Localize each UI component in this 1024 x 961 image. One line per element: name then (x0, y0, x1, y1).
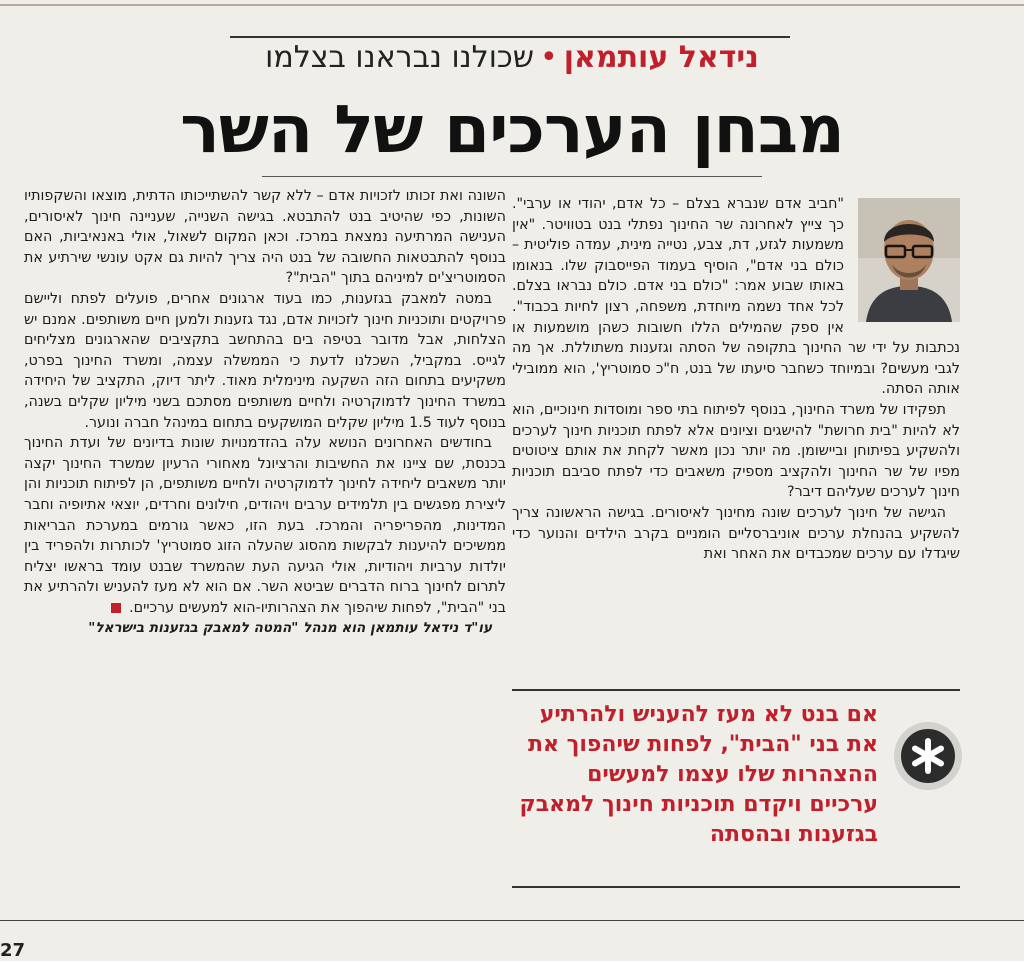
article-paragraph: הגישה של חינוך לערכים שונה מחינוך לאיסורים. בגישה הראשונה צריך להשקיע בהנחלת ערכים אוניברסליים הומניים בקרב הילדים והנוער כדי שיגדלו עם ערכים שמכבדים את האחר ואת (512, 504, 960, 563)
pullquote: אם בנט לא מעז להעניש ולהרתיע את בני "הבית", לפחות שיהפוך את ההצהרות שלו עצמו למעשים ערכיים ויקדם תוכניות חינוך למאבק בגזענות ובהסתה (519, 702, 878, 847)
bottom-rule (0, 920, 1024, 921)
column-kicker (0, 38, 1024, 78)
article-paragraph: תפקידו של משרד החינוך, בנוסף לפיתוח בתי ספר ומוסדות חינוכיים, הוא לא להיות "בית חרושת" להישגים וציונים אלא לפתח תוכניות חינוך לערכים ולהשקיע בפיתוחן וביישומן. מה יותר נכון מאשר לקחת את אותם ציטוטים מפיו של שר החינוך ולהקציב מספיק משאבים כדי לפתח סביבם תוכניות חינוך לערכים שעליהם דיבר? (512, 401, 960, 501)
article-paragraph (24, 433, 506, 618)
article-paragraph-text: בחודשים האחרונים הנושא עלה בהזדמנויות שונות בדיונים של ועדת החינוך בכנסת, שם ציינו את החשיבות והרציונל מאחורי הרעיון שמשרד החינוך יקצה יותר משאבים ליחידה לחינוך לדמוקרטיה ולחיים משותפים, הן לפיתוח תוכניות והן ליצירת מפגשים בין תלמידים ערבים ויהודים, חילונים וחרדים, יוצאי אתיופיה וחבר המדינות, מהפריפריה והמרכז. בעת הזו, כאשר גורמים במערכת הבריאות ממשיכים להיענות לבקשות מהסוג שהעלה הזוג סמוטריץ' לכותרות ולהפריד בין יולדות ערביות ויהודיות, אולי הגיעה העת שהמשרד שבנט עומד בראשו יצליח לתרום לחינוך ברוח הדברים שביטא השר. אם הוא לא מעז להעניש ולהרתיע את בני "הבית", לפחות שיהפוך את הצהרותיו-הוא למעשים ערכיים. (24, 435, 506, 616)
headline-rule (262, 176, 762, 177)
author-photo (858, 198, 960, 322)
kicker-separator: • (540, 40, 558, 75)
article-paragraph: "חביב אדם שנברא בצלם – כל אדם, יהודי או ערבי". כך צייץ לאחרונה שר החינוך נפתלי בנט בטוויטר. "אין משמעות לגזע, דת, צבע, נטייה מינית, עמדה פוליטית – כולם בני אדם", הוסיף בעמוד הפייסבוק שלו. בנאומו באותו שבוע אמר: "כולם בני אדם. כולם נבראו בצלם. לכל אחד נשמה מיוחדת, משפחה, רצון לחיות בכבוד". אין ספק שהמילים הללו חשובות כשהן מושמעות או נכתבות על ידי שר החינוך בתקופה של הסתה וגזענות משתוללת. אך מה לגבי מעשים? ובמיוחד כשחבר סיעתו של בנט, ח"כ סמוטריץ', הוא ממובילי אותה הסתה. (512, 196, 960, 398)
author-portrait-icon (858, 198, 960, 322)
kicker-rule (230, 36, 790, 38)
top-rule (0, 4, 1024, 6)
headline: מבחן הערכים של השר (180, 91, 844, 168)
end-of-article-mark (111, 603, 121, 613)
author-name: נידאל עותמאן (563, 40, 759, 75)
article-right-column (512, 194, 960, 565)
article-left-column (24, 186, 506, 638)
article-paragraph: השונה ואת זכותו לזכויות אדם – ללא קשר להשתייכותו הדתית, מוצאו והשקפותיו השונות, כפי שהיטיב בנט להתבטא. בגישה השנייה, שעניינה חינוך לאיסורים, הענישה המרתיעה נמצאת במרכז. וכאן המקום לשאול, אולי באנאיביות, האם בנוסף להתבטאות החשובה של בנט היה צריך להיות גם אקט עונשי שירתיע את הסמוטריצ'ים למיניהם בתוך "הבית"? (24, 188, 506, 287)
author-byline: עו"ד נידאל עותמאן הוא מנהל "המטה למאבק בגזענות בישראל" (88, 620, 492, 637)
column-series-title: שכולנו נבראנו בצלמו (265, 40, 535, 75)
article-paragraph: במטה למאבק בגזענות, כמו בעוד ארגונים אחרים, פועלים לפתח וליישם פרויקטים ותוכניות חינוך לזכויות אדם, נגד גזענות ולמען חיים משותפים. אמנם יש הצלחות, אבל מדובר בטיפה בים בהתחשב בתקציבים שהארגונים מצליחים לגייס. במקביל, השכלנו לדעת כי הממשלה עצמה, ומשרד החינוך בפרט, משקיעים בתחום הזה השקעה מינימלית מאוד. ליתר דיוק, התקציב של היחידה במשרד החינוך לדמוקרטיה ולחיים משותפים מסתכם בשני מיליון שקלים בשנה, בנוסף לעוד 1.5 מיליון שקלים המושקעים בתחום במינהל חברה ונוער. (24, 290, 506, 431)
page-number: 27 (0, 940, 26, 961)
pullquote-bottom-rule (512, 886, 960, 888)
asterisk-icon (892, 720, 964, 792)
pullquote-top-rule (512, 689, 960, 691)
